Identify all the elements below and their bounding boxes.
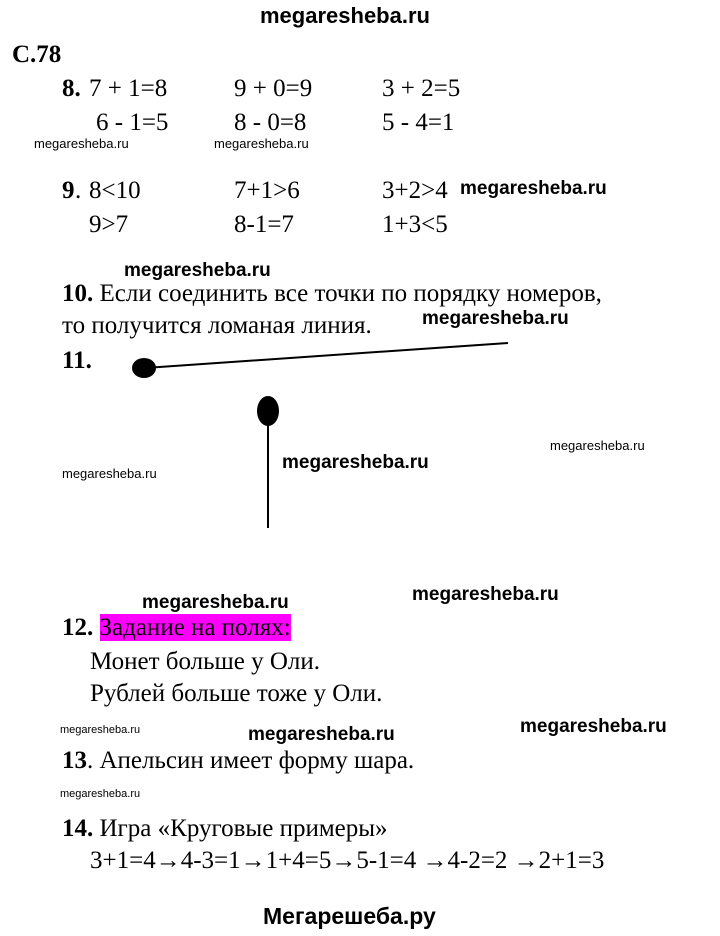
task9-r2c1: 9>7 <box>89 211 129 238</box>
watermark: megaresheba.ru <box>34 136 129 151</box>
task9-r1c1: 8<10 <box>89 177 141 204</box>
task9-r2c2: 8-1=7 <box>234 211 294 238</box>
task8-r1c3: 3 + 2=5 <box>382 75 461 102</box>
task14-header <box>62 814 388 844</box>
task8-r2c3: 5 - 4=1 <box>382 109 455 136</box>
task8-r1c1: 7 + 1=8 <box>89 75 168 102</box>
watermark: megaresheba.ru <box>62 466 157 481</box>
task9-r2c3: 1+3<5 <box>382 211 448 238</box>
watermark: megaresheba.ru <box>422 308 569 329</box>
task10-number: 10. <box>62 280 94 307</box>
task9-dot: . <box>75 177 82 204</box>
task12-line1: Монет больше у Оли. <box>90 648 321 675</box>
watermark: megaresheba.ru <box>214 136 309 151</box>
task10-text2: то получится ломаная линия. <box>62 312 372 339</box>
task12-highlight: Задание на полях: <box>99 614 291 641</box>
task9-r1c3: 3+2>4 <box>382 177 448 204</box>
watermark: megaresheba.ru <box>142 592 289 613</box>
watermark: megaresheba.ru <box>412 584 559 605</box>
watermark: megaresheba.ru <box>550 438 645 453</box>
watermark: megaresheba.ru <box>124 260 271 281</box>
task12-number: 12. <box>62 614 94 641</box>
watermark: megaresheba.ru <box>460 178 607 199</box>
page-label: С.78 <box>12 41 62 68</box>
task13-text: . Апельсин имеет форму шара. <box>87 747 415 774</box>
task13-line <box>62 746 414 776</box>
task10-text1: Если соединить все точки по порядку номеров, <box>99 280 602 307</box>
watermark: megaresheba.ru <box>248 724 395 745</box>
task14-number: 14. <box>62 815 94 842</box>
task9-number: 9 <box>62 177 75 204</box>
header-site: megaresheba.ru <box>260 3 430 28</box>
task9-r1c2: 7+1>6 <box>234 177 300 204</box>
task11-number: 11. <box>62 347 92 374</box>
watermark: megaresheba.ru <box>60 724 141 736</box>
task13-number: 13 <box>62 747 87 774</box>
task8-r2c2: 8 - 0=8 <box>234 109 307 136</box>
point-dot-1 <box>132 358 156 378</box>
watermark: megaresheba.ru <box>520 716 667 737</box>
task14-title: Игра «Круговые примеры» <box>99 815 388 842</box>
task8-number: 8. <box>62 75 81 102</box>
watermark: megaresheba.ru <box>282 452 429 473</box>
task8-r2c1: 6 - 1=5 <box>96 109 169 136</box>
watermark: megaresheba.ru <box>60 788 141 800</box>
broken-line-segment-1 <box>145 343 508 368</box>
point-dot-2 <box>257 396 279 426</box>
task8-r1c2: 9 + 0=9 <box>234 75 313 102</box>
task14-chain: 3+1=4→4-3=1→1+4=5→5-1=4 →4-2=2 →2+1=3 <box>90 847 605 874</box>
task12-line2: Рублей больше тоже у Оли. <box>90 680 383 707</box>
task12-header <box>62 613 291 643</box>
footer-site: Мегарешеба.ру <box>263 903 436 929</box>
